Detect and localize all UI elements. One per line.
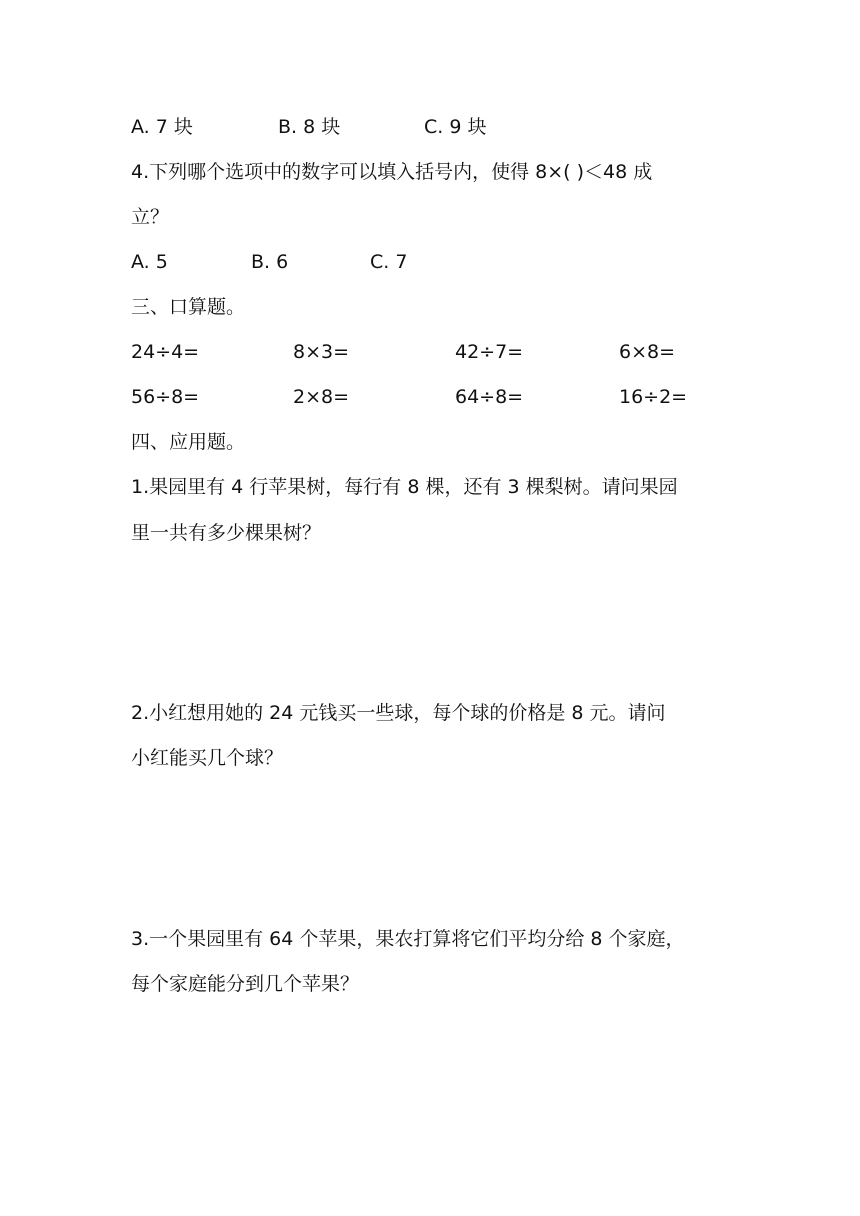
q3-option-a: A. 7 块 bbox=[131, 116, 193, 138]
mental-math-item: 8×3= bbox=[293, 341, 350, 363]
mental-math-item: 16÷2= bbox=[619, 386, 688, 408]
q4-options bbox=[131, 248, 731, 276]
problem-1-line1: 1.果园里有 4 行苹果树，每行有 8 棵，还有 3 棵梨树。请问果园 bbox=[131, 476, 678, 498]
problem-3-line2: 每个家庭能分到几个苹果？ bbox=[131, 973, 360, 995]
q3-option-b: B. 8 块 bbox=[278, 116, 341, 138]
mental-math-row-2 bbox=[131, 383, 751, 411]
mental-math-item: 24÷4= bbox=[131, 341, 200, 363]
problem-1-line2: 里一共有多少棵果树？ bbox=[131, 522, 322, 544]
q4-option-c: C. 7 bbox=[370, 251, 408, 273]
mental-math-item: 56÷8= bbox=[131, 386, 200, 408]
mental-math-item: 2×8= bbox=[293, 386, 350, 408]
section3-title: 三、口算题。 bbox=[131, 296, 246, 318]
mental-math-row-1 bbox=[131, 338, 751, 366]
problem-3-line1: 3.一个果园里有 64 个苹果，果农打算将它们平均分给 8 个家庭， bbox=[131, 928, 685, 950]
problem-2-line2: 小红能买几个球？ bbox=[131, 747, 284, 769]
q4-option-a: A. 5 bbox=[131, 251, 168, 273]
q3-option-c: C. 9 块 bbox=[424, 116, 487, 138]
mental-math-item: 64÷8= bbox=[455, 386, 524, 408]
q4-option-b: B. 6 bbox=[251, 251, 289, 273]
mental-math-item: 42÷7= bbox=[455, 341, 524, 363]
section4-title: 四、应用题。 bbox=[131, 431, 246, 453]
problem-2-line1: 2.小红想用她的 24 元钱买一些球，每个球的价格是 8 元。请问 bbox=[131, 702, 666, 724]
q4-text-line2: 立？ bbox=[131, 206, 170, 228]
q4-text-line1: 4.下列哪个选项中的数字可以填入括号内，使得 8×( )＜48 成 bbox=[131, 161, 653, 183]
q3-options bbox=[131, 113, 731, 141]
mental-math-item: 6×8= bbox=[619, 341, 676, 363]
